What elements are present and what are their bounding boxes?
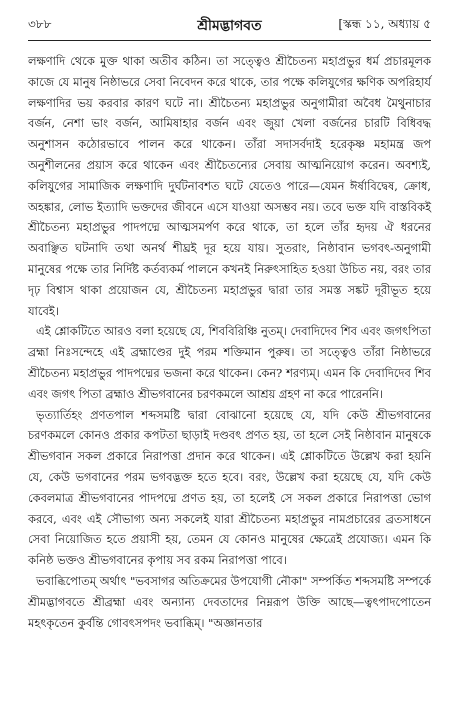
- paragraph: ভবাব্ধিপোতম্ অর্থাৎ "ভবসাগর অতিক্রমের উপযোগী নৌকা" সম্পর্কিত শব্দসমষ্টি সম্পর্কে শ্রীমদ্ভাগবতে শ্রীব্রহ্মা এবং অন্যান্য দেবতাদের নিম্নরূপ উক্তি আছে—ত্বৎপাদপোতেন মহৎকৃতেন কুর্বন্তি গোবৎসপদং ভবাব্ধিম্। "অজ্ঞানতার: [28, 573, 431, 630]
- section-reference: [স্কন্ধ ১১, অধ্যায় ৫: [338, 17, 431, 31]
- body-text: [28, 51, 431, 633]
- book-page: [0, 10, 457, 719]
- paragraph: লক্ষণাদি থেকে মুক্ত থাকা অতীব কঠিন। তা সত্ত্বেও শ্রীচৈতন্য মহাপ্রভুর ধর্ম প্রচারমূলক কাজে যে মানুষ নিষ্ঠাভরে সেবা নিবেদন করে থাকে, তার পক্ষে কলিযুগের ক্ষণিক অপরিহার্য লক্ষণাদির ভয় করবার কারণ ঘটে না। শ্রীচৈতন্য মহাপ্রভুর অনুগামীরা অবৈধ মৈথুনাচার বর্জন, নেশা ভাং বর্জন, আমিষাহার বর্জন এবং জুয়া খেলা বর্জনের চারটি বিধিবদ্ধ অনুশাসন কঠোরভাবে পালন করে থাকেন। তাঁরা সদাসর্বদাই হরেকৃষ্ণ মহামন্ত্র জপ অনুশীলনের প্রয়াস করে থাকেন এবং শ্রীচৈতন্যের সেবায় আত্মনিয়োগ করেন। অবশ্যই, কলিযুগের সামাজিক লক্ষণাদি দুর্ঘটনাবশত ঘটে যেতেও পারে—যেমন ঈর্ষাবিদ্বেষ, ক্রোধ, অহঙ্কার, লোভ ইত্যাদি ভক্তদের জীবনে এসে যাওয়া অসম্ভব নয়। তবে ভক্ত যদি বাস্তবিকই শ্রীচৈতন্য মহাপ্রভুর পাদপদ্মে আত্মসমর্পণ করে থাকে, তা হলে তাঁর হৃদয় ঐ ধরনের অবাঞ্ছিত ঘটনাদি তথা অনর্থ শীঘ্রই দূর হয়ে যায়। সুতরাং, নিষ্ঠাবান ভগবৎ-অনুগামী মানুষের পক্ষে তার নির্দিষ্ট কর্তব্যকর্ম পালনে কখনই নিরুৎসাহিত হওয়া উচিত নয়, বরং তার দৃঢ় বিশ্বাস থাকা প্রয়োজন যে, শ্রীচৈতন্য মহাপ্রভুর দ্বারা তার সমস্ত সঙ্কট দূরীভূত হয়ে যাবেই।: [28, 54, 431, 318]
- page-header: [28, 10, 431, 41]
- page-number: ৩৮৮: [28, 17, 52, 31]
- paragraph: ভৃত্যার্তিহং প্রণতপাল শব্দসমষ্টি দ্বারা বোঝানো হয়েছে যে, যদি কেউ শ্রীভগবানের চরণকমলে কোনও প্রকার কপটতা ছাড়াই দণ্ডবৎ প্রণত হয়, তা হলে সেই নিষ্ঠাবান মানুষকে শ্রীভগবান সকল প্রকারে নিরাপত্তা প্রদান করে থাকেন। এই শ্লোকটিতে উল্লেখ করা হয়নি যে, কেউ ভগবানের পরম ভগবদ্ভক্ত হতে হবে। বরং, উল্লেখ করা হয়েছে যে, যদি কেউ কেবলমাত্র শ্রীভগবানের পাদপদ্মে প্রণত হয়, তা হলেই সে সকল প্রকারে নিরাপত্তা ভোগ করবে, এবং এই সৌভাগ্য অন্য সকলেই যারা শ্রীচৈতন্য মহাপ্রভুর নামপ্রচারের ব্রতসাধনে সেবা নিয়োজিত হতে প্রয়াসী হয়, তেমন যে কোনও মানুষের ক্ষেত্রেই প্রযোজ্য। এমন কি কনিষ্ঠ ভক্তও শ্রীভগবানের কৃপায় সব রকম নিরাপত্তা পাবে।: [28, 407, 431, 568]
- running-title: শ্রীমদ্ভাগবত: [197, 18, 262, 34]
- paragraph: এই শ্লোকটিতে আরও বলা হয়েছে যে, শিববিরিঞ্চি নুতম্। দেবাদিদেব শিব এবং জগৎপিতা ব্রহ্মা নিঃসন্দেহে এই ব্রহ্মাণ্ডের দুই পরম শক্তিমান পুরুষ। তা সত্ত্বেও তাঁরা নিষ্ঠাভরে শ্রীচৈতন্য মহাপ্রভুর পাদপদ্মের ভজনা করে থাকেন। কেন? শরণ্যম্। এমন কি দেবাদিদেব শিব এবং জগৎ পিতা ব্রহ্মাও শ্রীভগবানের চরণকমলে আশ্রয় গ্রহণ না করে পারেননি।: [28, 324, 431, 401]
